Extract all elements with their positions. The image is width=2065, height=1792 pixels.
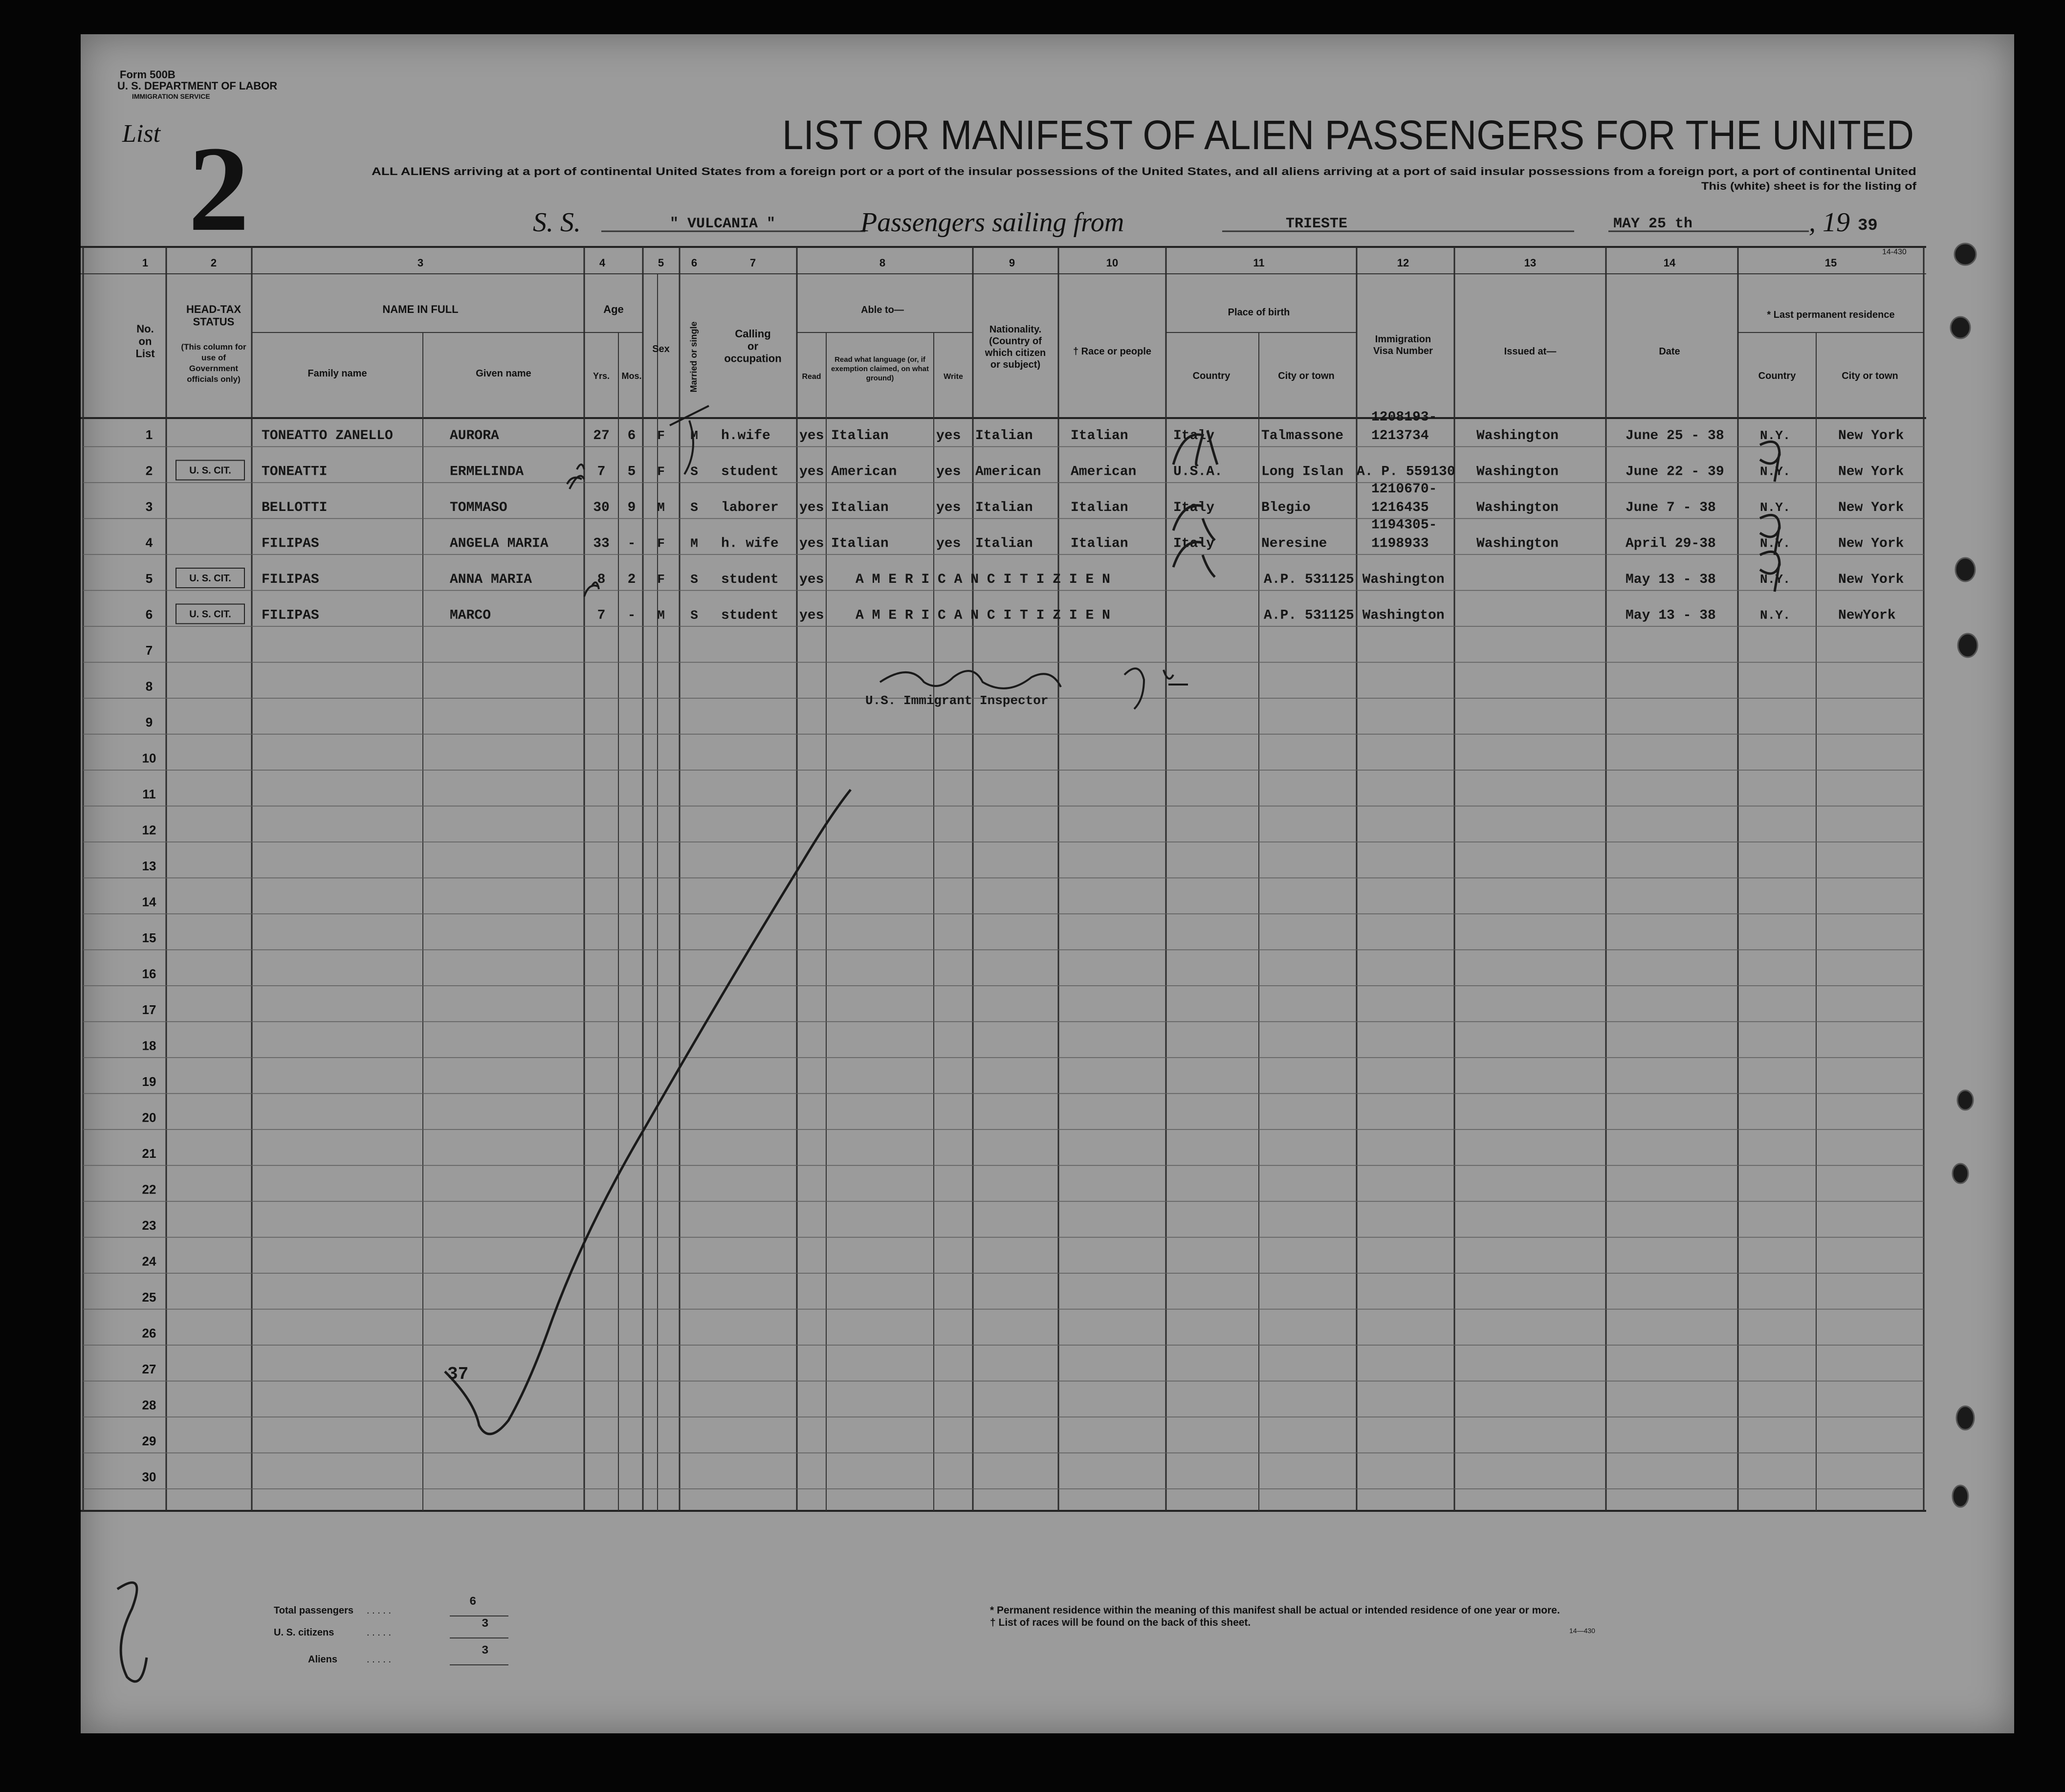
birth-country: U.S.A.	[1173, 464, 1223, 480]
race: Italian	[1071, 428, 1128, 443]
age-years: 33	[593, 536, 610, 552]
can-read: yes	[799, 536, 824, 552]
service-label: IMMIGRATION SERVICE	[132, 92, 210, 100]
column-number-3: 3	[417, 257, 424, 269]
visa-number: 1210670-	[1371, 482, 1437, 497]
list-label: List	[122, 120, 161, 148]
header-yrs: Yrs.	[593, 371, 610, 381]
aliens-label: Aliens	[308, 1654, 338, 1665]
read-language: Italian	[831, 536, 889, 552]
can-write: yes	[936, 500, 961, 515]
year-prefix: , 19	[1809, 207, 1850, 238]
passenger-row-3	[262, 482, 1904, 515]
residence-country: N.Y.	[1760, 608, 1791, 623]
race: American	[1071, 464, 1137, 480]
row-number-6: 6	[145, 607, 153, 622]
marital-status: S	[690, 464, 698, 479]
passenger-row-5	[176, 568, 1904, 588]
svg-text:Government: Government	[189, 364, 239, 373]
total-passengers-value: 6	[469, 1595, 477, 1609]
row-number-11: 11	[142, 787, 156, 801]
given-name: MARCO	[450, 608, 491, 623]
row-number-24: 24	[142, 1254, 156, 1269]
marital-status: S	[690, 608, 698, 623]
manifest-subtitle-1: ALL ALIENS arriving at a port of continental United States from a foreign port or a port of the insular possessions of the United States, and all aliens arriving at a port of said insular possessions from a foreign port, a port of continental United	[372, 165, 1916, 177]
row-number-12: 12	[142, 822, 156, 838]
age-months: 9	[627, 500, 636, 515]
marital-status: S	[690, 500, 698, 515]
svg-text:or subject): or subject)	[990, 359, 1041, 370]
header-place-of-birth: Place of birth	[1228, 307, 1290, 318]
citizen-note: A M E R I C A N C I T I Z I E N	[856, 572, 1110, 587]
ship-name: " VULCANIA "	[670, 216, 776, 232]
row-number-29: 29	[142, 1434, 156, 1448]
svg-text:which citizen: which citizen	[985, 348, 1046, 358]
svg-text:. . . . .: . . . . .	[367, 1654, 392, 1665]
nationality: Italian	[975, 428, 1033, 443]
ss-label: S. S.	[533, 207, 581, 238]
aliens-value: 3	[482, 1644, 489, 1658]
passenger-row-2	[176, 461, 1904, 480]
row-number-2: 2	[145, 463, 153, 478]
given-name: ANGELA MARIA	[450, 536, 549, 552]
total-passengers-label: Total passengers	[274, 1605, 354, 1616]
header-calling	[724, 328, 781, 365]
birth-country: Italy	[1173, 428, 1215, 443]
visa-number: A.P. 531125 Washington	[1264, 572, 1445, 587]
svg-text:occupation: occupation	[724, 352, 782, 365]
visa-date: June 7 - 38	[1626, 500, 1716, 515]
svg-text:use of: use of	[201, 353, 226, 362]
age-months: -	[627, 536, 636, 552]
row-number-26: 26	[142, 1326, 156, 1341]
family-name: TONEATTI	[262, 464, 328, 480]
row-number-7: 7	[145, 643, 153, 658]
birth-city: Talmassone	[1261, 428, 1344, 443]
row-number-19: 19	[142, 1074, 156, 1089]
can-read: yes	[799, 572, 824, 587]
visa-date: June 22 - 39	[1626, 464, 1724, 480]
passenger-row-4	[262, 518, 1904, 552]
age-years: 7	[597, 608, 606, 623]
visa-number-2: 1216435	[1371, 500, 1429, 515]
column-number-11: 11	[1253, 257, 1265, 269]
year-suffix: 39	[1858, 217, 1878, 235]
svg-text:Immigration: Immigration	[1375, 334, 1431, 345]
residence-country: N.Y.	[1760, 428, 1791, 443]
passenger-rows	[142, 410, 1904, 1484]
nationality: Italian	[975, 500, 1033, 515]
svg-text:exemption claimed, on what: exemption claimed, on what	[831, 365, 929, 373]
issued-at: Washington	[1476, 500, 1559, 515]
birth-city: Blegio	[1261, 500, 1311, 515]
row-number-21: 21	[142, 1146, 156, 1161]
birth-country: Italy	[1173, 536, 1215, 552]
row-number-4: 4	[145, 535, 153, 550]
header-issued-at: Issued at—	[1504, 346, 1557, 357]
column-headers	[135, 257, 1898, 393]
row-number-22: 22	[142, 1182, 156, 1197]
header-race: † Race or people	[1073, 346, 1152, 357]
svg-text:List: List	[135, 347, 155, 360]
age-months: 6	[627, 428, 636, 443]
issued-at: Washington	[1476, 536, 1559, 552]
svg-text:officials only): officials only)	[187, 375, 241, 384]
header-last-residence: * Last permanent residence	[1767, 310, 1895, 320]
footnote-residence: * Permanent residence within the meaning of this manifest shall be actual or intended residence of one year or more.	[990, 1605, 1560, 1616]
visa-number: A. P. 559130	[1357, 464, 1455, 480]
svg-text:Calling: Calling	[735, 328, 771, 340]
sex: M	[657, 500, 665, 515]
header-married: Married or single	[689, 321, 699, 393]
birth-city: Neresine	[1261, 536, 1327, 552]
can-write: yes	[936, 536, 961, 552]
footnote-code: 14—430	[1569, 1627, 1595, 1635]
column-number-7: 7	[749, 257, 756, 269]
row-number-9: 9	[145, 715, 153, 730]
residence-country: N.Y.	[1760, 536, 1791, 551]
family-name: TONEATTO ZANELLO	[262, 428, 393, 443]
svg-text:. . . . .: . . . . .	[367, 1605, 392, 1616]
can-read: yes	[799, 464, 824, 480]
visa-number: 1194305-	[1371, 517, 1437, 533]
residence-city: NewYork	[1838, 608, 1896, 623]
can-write: yes	[936, 428, 961, 443]
family-name: FILIPAS	[262, 536, 319, 552]
birth-country: Italy	[1173, 500, 1215, 515]
head-tax-status: U. S. CIT.	[189, 465, 231, 476]
header-read-language	[831, 355, 929, 382]
row-number-27: 27	[142, 1362, 156, 1376]
header-birth-city: City or town	[1278, 371, 1335, 381]
header-sex: Sex	[652, 344, 670, 354]
head-tax-status: U. S. CIT.	[189, 609, 231, 620]
header-family-name: Family name	[308, 368, 367, 379]
column-number-14: 14	[1663, 257, 1676, 269]
sailing-label: Passengers sailing from	[860, 207, 1124, 238]
header-age: Age	[603, 303, 624, 315]
occupation: student	[721, 464, 779, 480]
inspector-label: U.S. Immigrant Inspector	[865, 693, 1049, 708]
sex: F	[657, 464, 665, 479]
count-mark: 37	[447, 1364, 469, 1384]
row-number-5: 5	[145, 571, 153, 586]
row-number-30: 30	[142, 1469, 156, 1484]
svg-text:ground): ground)	[866, 374, 894, 382]
header-nationality	[985, 324, 1046, 370]
row-number-20: 20	[142, 1110, 156, 1125]
occupation: student	[721, 572, 779, 587]
header-date: Date	[1659, 346, 1680, 357]
header-given-name: Given name	[476, 368, 531, 379]
row-number-28: 28	[142, 1397, 156, 1413]
citizen-note: A M E R I C A N C I T I Z I E N	[856, 608, 1110, 623]
age-years: 7	[597, 464, 606, 480]
column-number-13: 13	[1524, 257, 1537, 269]
column-number-1: 1	[142, 257, 149, 269]
residence-city: New York	[1838, 428, 1904, 443]
residence-city: New York	[1838, 572, 1904, 587]
us-citizens-label: U. S. citizens	[274, 1627, 334, 1638]
nationality: American	[975, 464, 1041, 480]
manifest-title: LIST OR MANIFEST OF ALIEN PASSENGERS FOR THE UNITED	[782, 112, 1914, 158]
column-number-9: 9	[1009, 257, 1015, 269]
nationality: Italian	[975, 536, 1033, 552]
svg-text:. . . . .: . . . . .	[367, 1627, 392, 1638]
read-language: Italian	[831, 428, 889, 443]
family-name: FILIPAS	[262, 608, 319, 623]
occupation: student	[721, 608, 779, 623]
form-number: Form 500B	[120, 68, 176, 81]
departure-port: TRIESTE	[1286, 216, 1348, 232]
svg-text:(This column for: (This column for	[181, 342, 246, 352]
age-years: 8	[597, 572, 606, 587]
handwritten-marks	[117, 406, 1779, 1681]
residence-country: N.Y.	[1760, 500, 1791, 515]
age-months: 5	[627, 464, 636, 480]
marital-status: S	[690, 572, 698, 587]
column-number-15: 15	[1824, 257, 1837, 269]
given-name: TOMMASO	[450, 500, 507, 515]
column-number-10: 10	[1106, 257, 1119, 269]
header-no-on-list	[135, 323, 155, 360]
family-name: FILIPAS	[262, 572, 319, 587]
svg-text:Nationality.: Nationality.	[989, 324, 1042, 335]
header-mos: Mos.	[621, 371, 642, 381]
race: Italian	[1071, 500, 1128, 515]
us-citizens-value: 3	[482, 1617, 489, 1631]
age-months: -	[627, 608, 636, 623]
department-label: U. S. DEPARTMENT OF LABOR	[117, 80, 278, 92]
svg-text:HEAD-TAX: HEAD-TAX	[186, 303, 242, 315]
visa-number: 1208193-	[1371, 410, 1437, 425]
column-number-5: 5	[658, 257, 664, 269]
passenger-row-1	[262, 410, 1904, 443]
svg-text:No.: No.	[136, 323, 154, 335]
header-residence-city: City or town	[1842, 371, 1898, 381]
sex: M	[657, 608, 665, 623]
column-number-6: 6	[691, 257, 698, 269]
residence-city: New York	[1838, 500, 1904, 515]
family-name: BELLOTTI	[262, 500, 328, 515]
column-number-4: 4	[599, 257, 606, 269]
row-number-17: 17	[142, 1002, 156, 1017]
column-number-8: 8	[879, 257, 886, 269]
row-number-3: 3	[145, 499, 153, 514]
can-read: yes	[799, 608, 824, 623]
departure-date: MAY 25 th	[1613, 216, 1693, 232]
race: Italian	[1071, 536, 1128, 552]
sex: F	[657, 428, 665, 443]
svg-text:(Country of: (Country of	[989, 336, 1042, 347]
header-read: Read	[802, 373, 821, 381]
footnote-races: † List of races will be found on the back of this sheet.	[990, 1617, 1251, 1628]
svg-text:Visa Number: Visa Number	[1373, 346, 1433, 356]
binder-holes	[1951, 243, 1977, 1507]
read-language: American	[831, 464, 897, 480]
given-name: ANNA MARIA	[450, 572, 532, 587]
issued-at: Washington	[1476, 464, 1559, 480]
totals-section	[274, 1595, 508, 1665]
header-visa-number	[1373, 334, 1433, 356]
row-number-1: 1	[145, 427, 153, 442]
column-number-2: 2	[210, 257, 217, 269]
row-number-25: 25	[142, 1290, 156, 1305]
sex: F	[657, 572, 665, 587]
visa-number: A.P. 531125 Washington	[1264, 608, 1445, 623]
header-residence-country: Country	[1758, 371, 1796, 381]
residence-city: New York	[1838, 464, 1904, 480]
svg-text:or: or	[747, 340, 758, 353]
row-number-14: 14	[142, 894, 156, 909]
list-number: 2	[188, 121, 249, 257]
occupation: h.wife	[721, 428, 770, 443]
can-read: yes	[799, 500, 824, 515]
header-name-in-full: NAME IN FULL	[382, 303, 459, 315]
column-number-12: 12	[1397, 257, 1409, 269]
svg-text:STATUS: STATUS	[193, 315, 235, 328]
visa-date: May 13 - 38	[1626, 608, 1716, 623]
header-head-tax-note	[181, 342, 246, 384]
given-name: ERMELINDA	[450, 464, 524, 480]
header-birth-country: Country	[1192, 371, 1230, 381]
row-number-15: 15	[142, 930, 156, 945]
sex: F	[657, 536, 665, 551]
passenger-row-6	[176, 604, 1896, 624]
marital-status: M	[690, 428, 698, 443]
header-head-tax	[186, 303, 241, 328]
age-years: 30	[593, 500, 610, 515]
row-number-23: 23	[142, 1218, 156, 1233]
visa-date: May 13 - 38	[1626, 572, 1716, 587]
occupation: h. wife	[721, 536, 779, 552]
given-name: AURORA	[450, 428, 499, 443]
corner-code: 14-430	[1882, 248, 1907, 256]
can-read: yes	[799, 428, 824, 443]
svg-text:Read what language (or, if: Read what language (or, if	[835, 355, 925, 364]
issued-at: Washington	[1476, 428, 1559, 443]
header-write: Write	[944, 373, 963, 381]
row-number-8: 8	[145, 679, 153, 694]
row-number-16: 16	[142, 966, 156, 981]
residence-country: N.Y.	[1760, 572, 1791, 587]
row-number-10: 10	[142, 751, 156, 766]
row-number-18: 18	[142, 1038, 156, 1053]
svg-text:on: on	[138, 335, 152, 348]
visa-number-2: 1198933	[1371, 536, 1429, 552]
read-language: Italian	[831, 500, 889, 515]
head-tax-status: U. S. CIT.	[189, 573, 231, 584]
occupation: laborer	[721, 500, 779, 515]
visa-date: June 25 - 38	[1626, 428, 1724, 443]
manifest-subtitle-2: This (white) sheet is for the listing of	[1701, 180, 1917, 192]
visa-date: April 29-38	[1626, 536, 1716, 552]
can-write: yes	[936, 464, 961, 480]
header-able-to: Able to—	[861, 305, 904, 315]
visa-number-2: 1213734	[1371, 428, 1429, 443]
residence-city: New York	[1838, 536, 1904, 552]
row-number-13: 13	[142, 859, 156, 873]
age-years: 27	[593, 428, 610, 443]
age-months: 2	[627, 572, 636, 587]
birth-city: Long Islan	[1261, 464, 1344, 480]
residence-country: N.Y.	[1760, 464, 1791, 479]
marital-status: M	[690, 536, 698, 551]
